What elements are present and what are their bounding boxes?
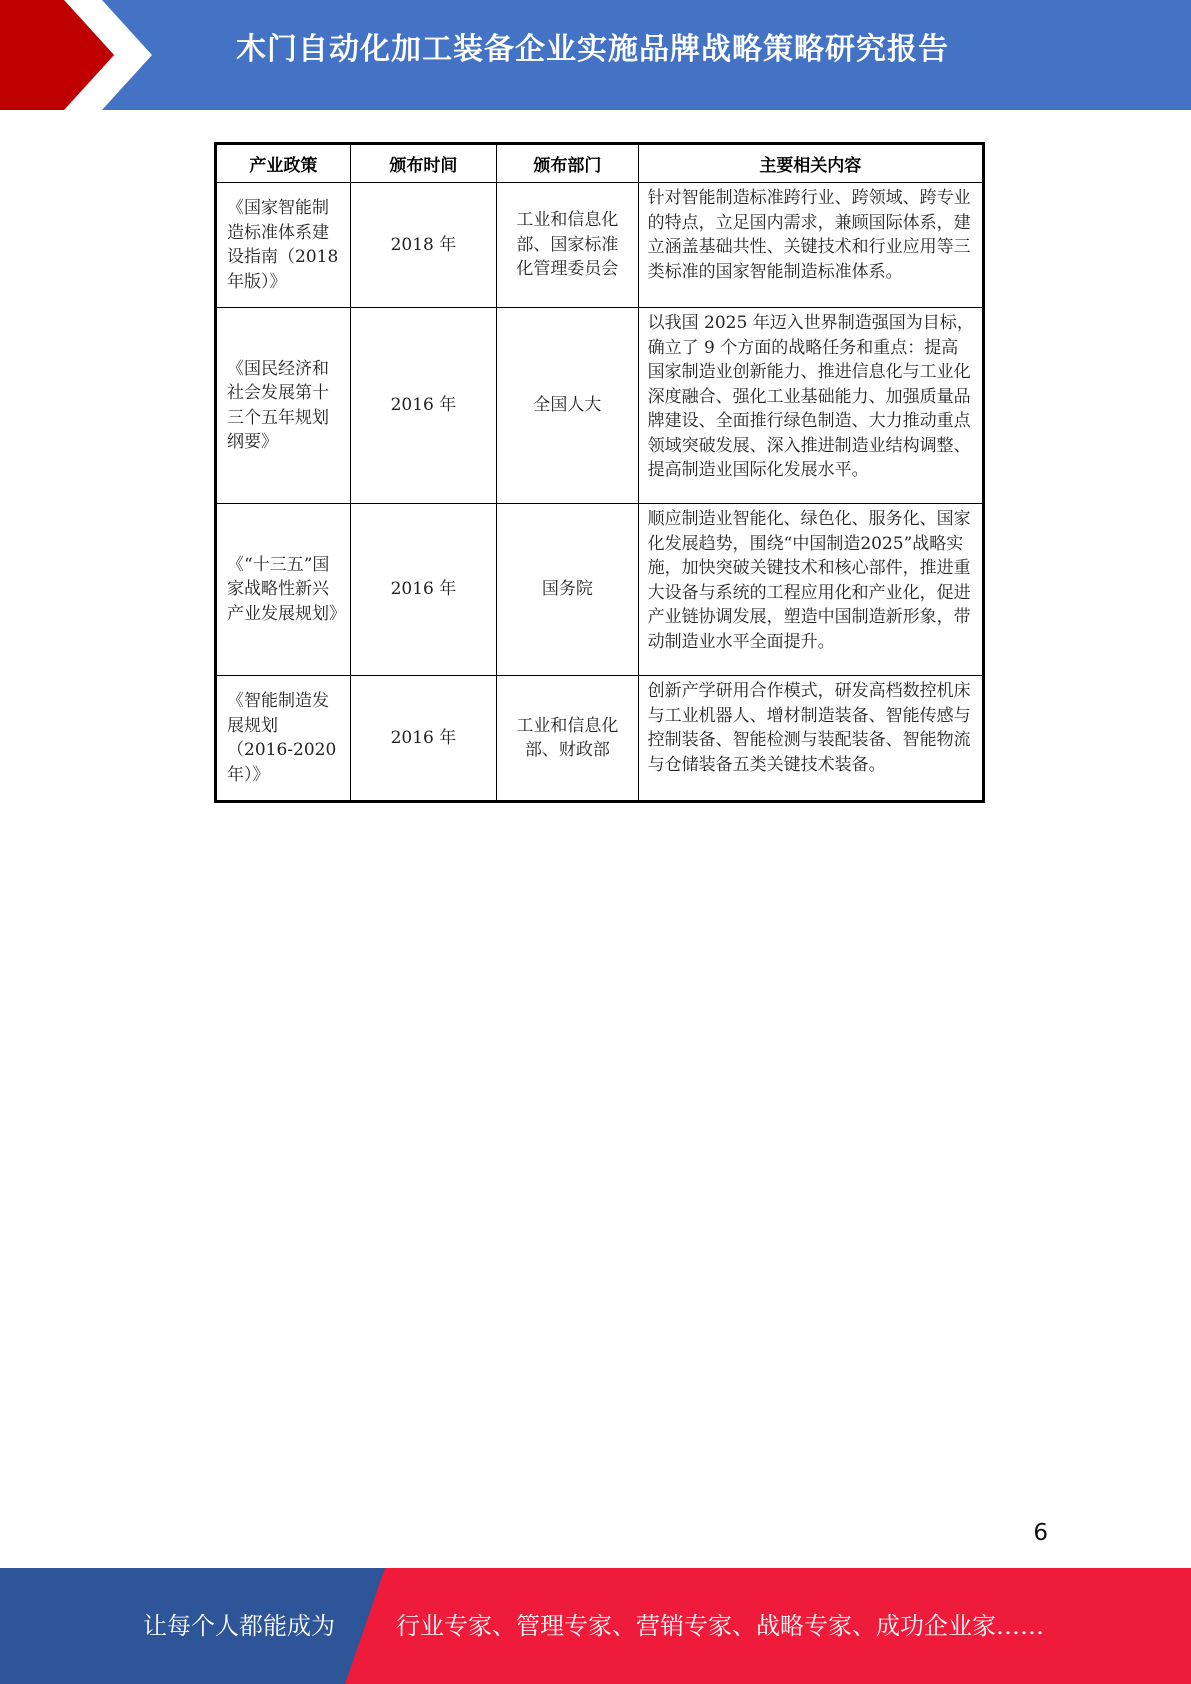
policy-table xyxy=(214,142,985,803)
department-cell: 工业和信息化部、国家标准化管理委员会 xyxy=(497,183,638,308)
department-cell: 国务院 xyxy=(497,504,638,676)
policy-name-cell: 《“十三五”国家战略性新兴产业发展规划》 xyxy=(216,504,351,676)
header-department: 颁布部门 xyxy=(497,144,638,183)
header-policy: 产业政策 xyxy=(216,144,351,183)
header-content: 主要相关内容 xyxy=(638,144,983,183)
report-title: 木门自动化加工装备企业实施品牌战略策略研究报告 xyxy=(236,32,949,67)
issue-time-cell: 2016 年 xyxy=(350,676,496,802)
footer-slogan-roles: 行业专家、管理专家、营销专家、战略专家、成功企业家…… xyxy=(396,1612,1044,1640)
department-cell: 全国人大 xyxy=(497,308,638,504)
table-header-row xyxy=(216,144,984,183)
issue-time-cell: 2018 年 xyxy=(350,183,496,308)
header-time: 颁布时间 xyxy=(350,144,496,183)
content-cell: 以我国 2025 年迈入世界制造强国为目标，确立了 9 个方面的战略任务和重点：提高国家制造业创新能力、推进信息化与工业化深度融合、强化工业基础能力、加强质量品牌建设、全面推行绿色制造、大力推动重点领域突破发展、深入推进制造业结构调整、提高制造业国际化发展水平。 xyxy=(638,308,983,504)
issue-time-cell: 2016 年 xyxy=(350,504,496,676)
table-row xyxy=(216,183,984,308)
policy-name-cell: 《国家智能制造标准体系建设指南（2018年版）》 xyxy=(216,183,351,308)
table-row xyxy=(216,676,984,802)
footer-slogan-lead: 让每个人都能成为 xyxy=(143,1612,335,1640)
department-cell: 工业和信息化部、财政部 xyxy=(497,676,638,802)
content-cell: 创新产学研用合作模式，研发高档数控机床与工业机器人、增材制造装备、智能传感与控制装备、智能检测与装配装备、智能物流与仓储装备五类关键技术装备。 xyxy=(638,676,983,802)
policy-name-cell: 《智能制造发展规划（2016-2020年）》 xyxy=(216,676,351,802)
content-cell: 针对智能制造标准跨行业、跨领域、跨专业的特点，立足国内需求，兼顾国际体系，建立涵盖基础共性、关键技术和行业应用等三类标准的国家智能制造标准体系。 xyxy=(638,183,983,308)
content-cell: 顺应制造业智能化、绿色化、服务化、国家化发展趋势，围绕“中国制造2025”战略实施，加快突破关键技术和核心部件，推进重大设备与系统的工程应用化和产业化，促进产业链协调发展，塑造中国制造新形象，带动制造业水平全面提升。 xyxy=(638,504,983,676)
footer-banner xyxy=(0,1568,1191,1684)
issue-time-cell: 2016 年 xyxy=(350,308,496,504)
table-row xyxy=(216,504,984,676)
chevron-arrow-icon xyxy=(0,0,160,110)
header-banner xyxy=(0,0,1191,110)
page-number: 6 xyxy=(1033,1520,1048,1546)
policy-name-cell: 《国民经济和社会发展第十三个五年规划纲要》 xyxy=(216,308,351,504)
table-row xyxy=(216,308,984,504)
